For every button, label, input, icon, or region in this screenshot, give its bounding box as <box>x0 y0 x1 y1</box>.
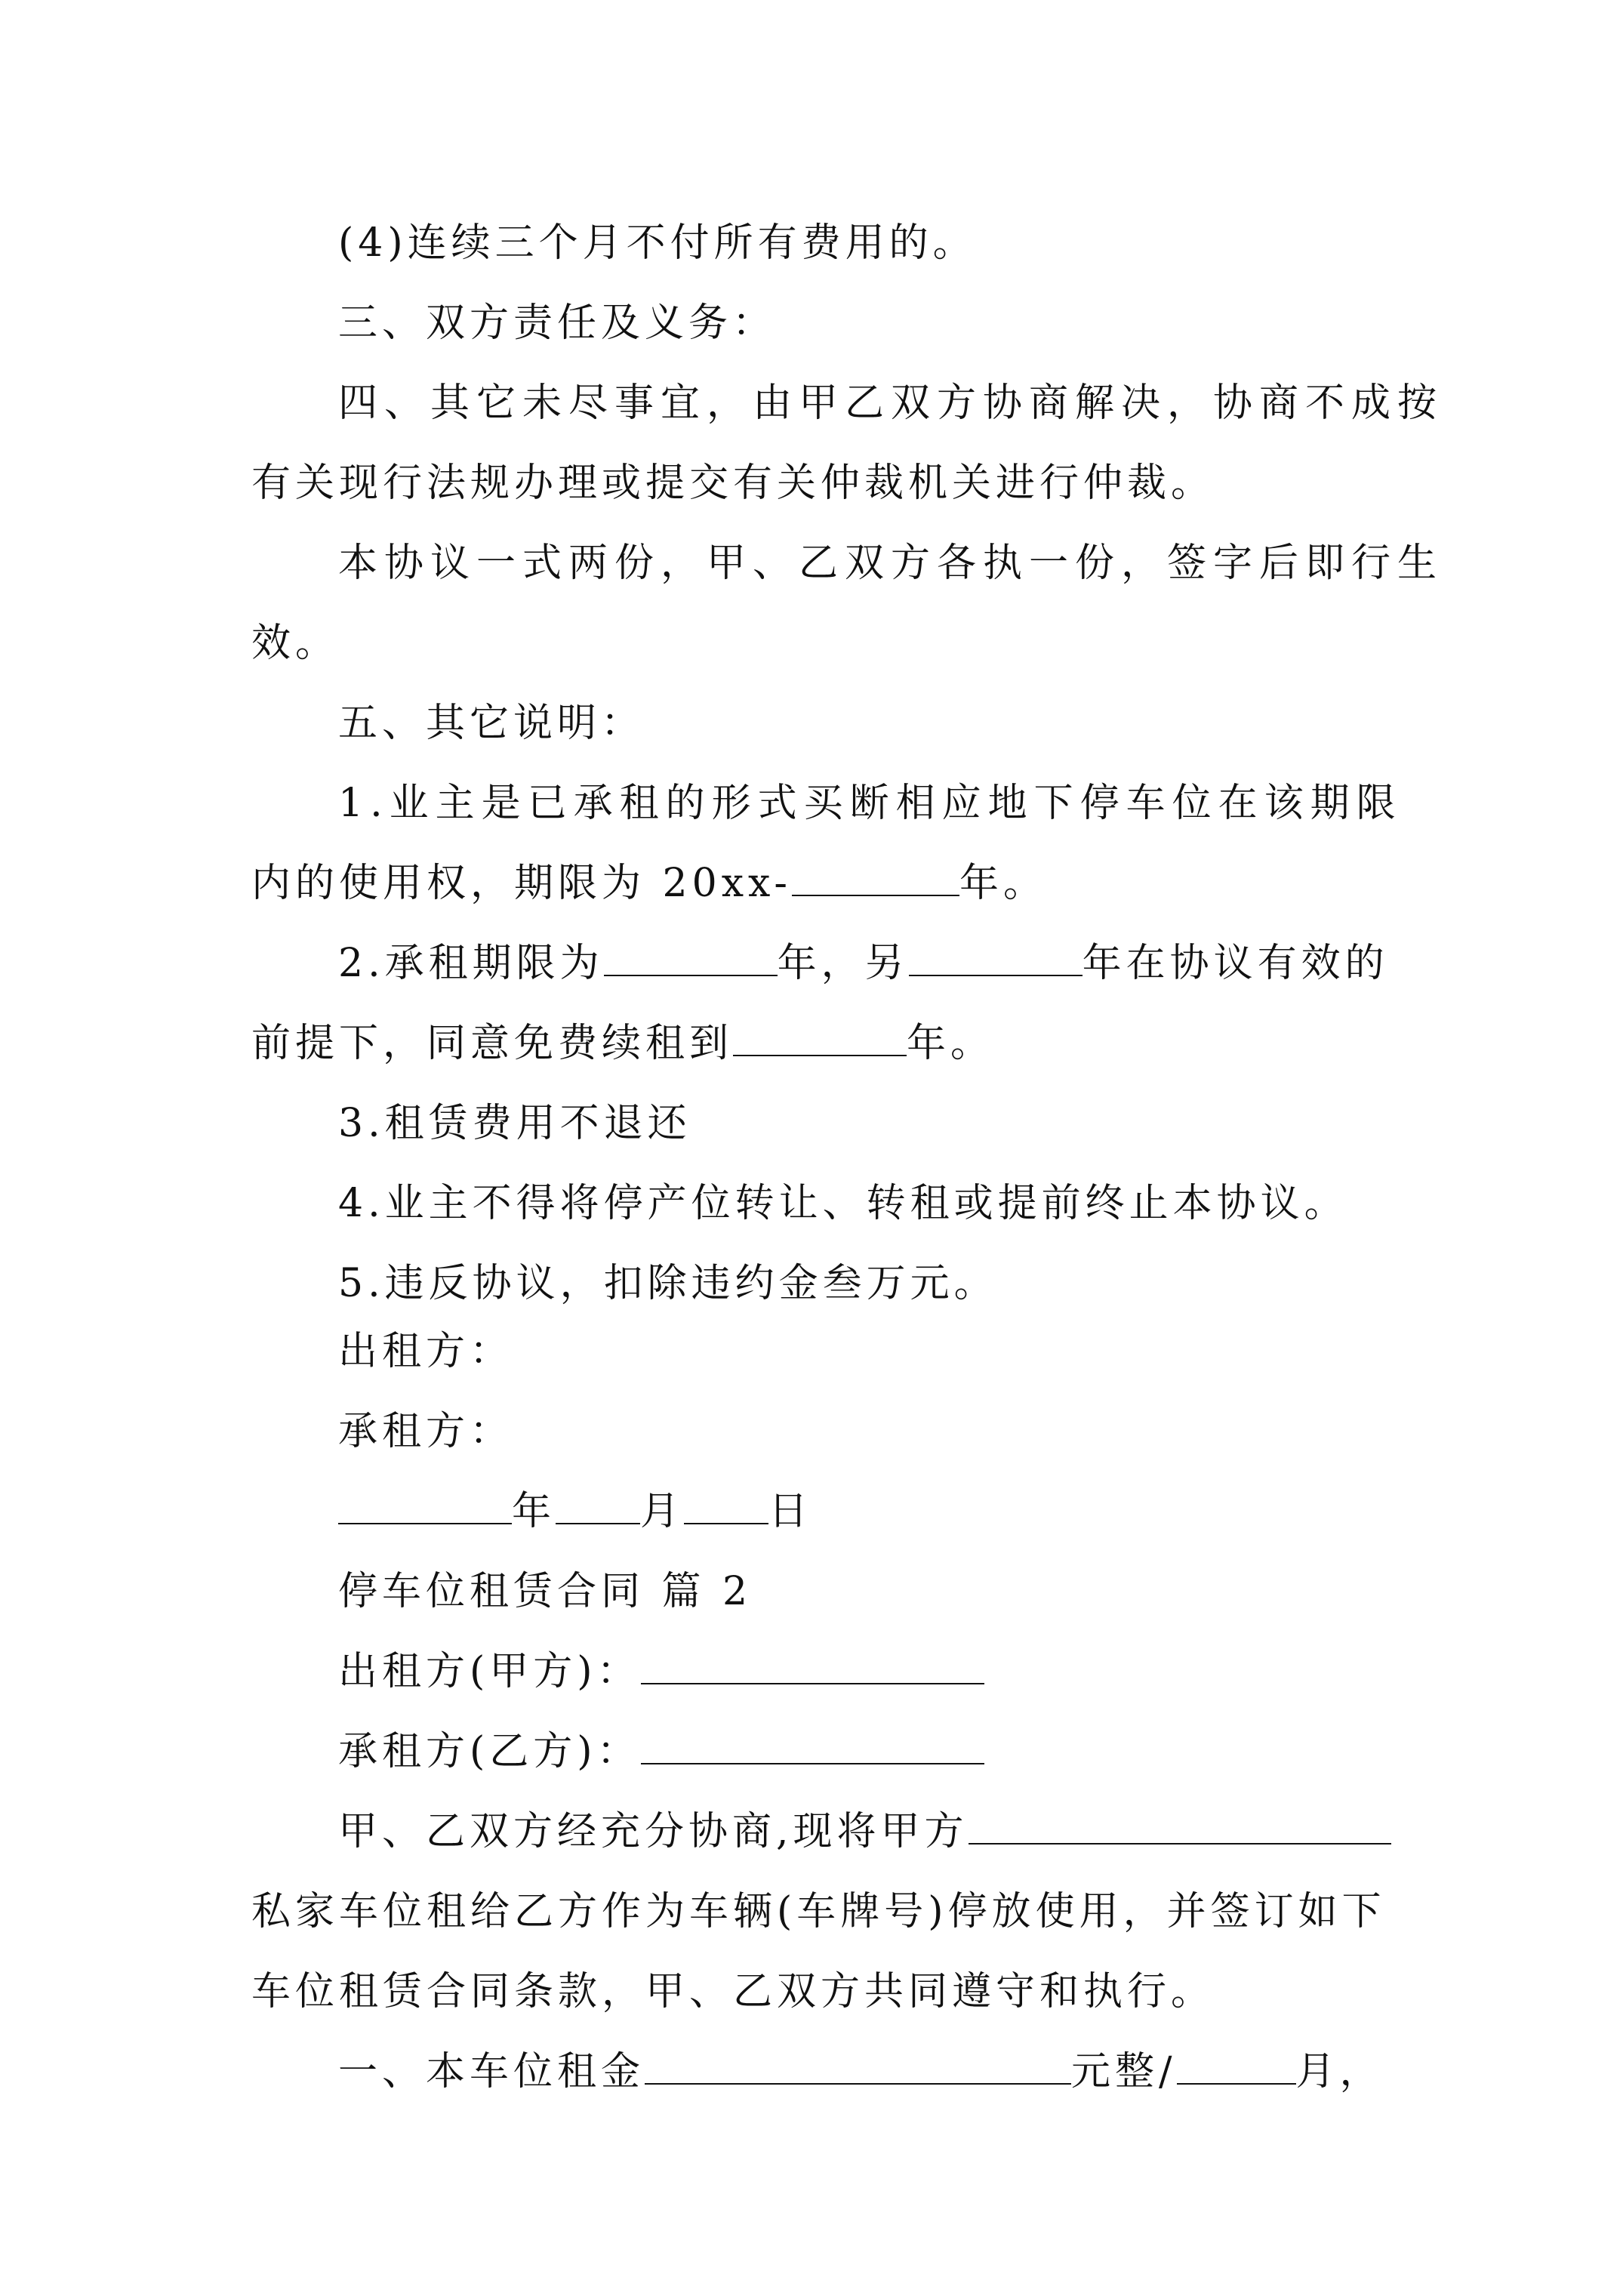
section-4-line-1: 四、其它未尽事宜，由甲乙双方协商解决，协商不成按 <box>338 381 1444 426</box>
rent-text-b: 元整/ <box>1071 2049 1177 2094</box>
note-2-text-e: 年。 <box>907 1021 995 1066</box>
day-blank <box>684 1520 768 1524</box>
note-2-text-d: 前提下，同意免费续租到 <box>251 1021 734 1066</box>
note-3: 3.租赁费用不退还 <box>338 1101 691 1146</box>
day-label: 日 <box>768 1489 813 1534</box>
note-1-text: 内的使用权，期限为 20xx- <box>251 861 793 906</box>
party-b-blank <box>641 1760 984 1764</box>
month-blank <box>556 1520 640 1524</box>
section-4-line-2: 有关现行法规办理或提交有关仲裁机关进行仲裁。 <box>251 461 1215 506</box>
note-5: 5.违反协议，扣除违约金叁万元。 <box>338 1261 998 1306</box>
lessor-signature-label: 出租方： <box>338 1329 514 1374</box>
note-2-line-1 <box>338 941 1389 986</box>
copies-line-2: 效。 <box>251 621 340 666</box>
agreement-line-2: 私家车位租给乙方作为车辆(车牌号)停放使用，并签订如下 <box>251 1889 1386 1934</box>
lessee-signature-label: 承租方： <box>338 1409 514 1454</box>
renewal-until-blank <box>733 1052 907 1056</box>
agreement-line-3: 车位租赁合同条款，甲、乙双方共同遵守和执行。 <box>251 1969 1215 2014</box>
party-b-line <box>338 1729 984 1774</box>
rent-text-c: 月， <box>1295 2049 1384 2094</box>
copies-line-1: 本协议一式两份，甲、乙双方各执一份，签字后即行生 <box>338 541 1444 586</box>
agreement-text-a: 甲、乙双方经充分协商,现将甲方 <box>338 1809 969 1854</box>
month-label: 月 <box>640 1489 685 1534</box>
section-5-heading: 五、其它说明： <box>338 701 645 746</box>
party-a-blank <box>641 1680 984 1684</box>
rent-amount-blank <box>645 2080 1071 2085</box>
note-2-text-b: 年，另 <box>777 941 909 986</box>
year-blank <box>338 1520 512 1524</box>
lease-term-blank <box>604 972 778 976</box>
party-a-line <box>338 1649 984 1694</box>
signing-date <box>338 1489 812 1534</box>
agreement-line-1 <box>338 1809 1391 1854</box>
note-2-text-a: 2.承租期限为 <box>338 941 604 986</box>
party-a-label: 出租方(甲方)： <box>338 1649 641 1694</box>
party-b-label: 承租方(乙方)： <box>338 1729 641 1774</box>
note-4: 4.业主不得将停产位转让、转租或提前终止本协议。 <box>338 1181 1348 1226</box>
rent-clause-line <box>338 2049 1384 2094</box>
parking-space-blank <box>969 1840 1391 1845</box>
section-3-heading: 三、双方责任及义务： <box>338 300 777 346</box>
extra-term-blank <box>909 972 1083 976</box>
note-1-suffix: 年。 <box>959 861 1048 906</box>
note-2-line-2 <box>251 1021 994 1066</box>
rent-text-a: 一、本车位租金 <box>338 2049 645 2094</box>
clause-4: (4)连续三个月不付所有费用的。 <box>338 220 977 266</box>
year-label: 年 <box>512 1489 556 1534</box>
note-2-text-c: 年在协议有效的 <box>1082 941 1389 986</box>
term-end-blank <box>792 892 959 896</box>
contract-2-title: 停车位租赁合同 篇 2 <box>338 1569 753 1614</box>
note-1-line-1: 1.业主是已承租的形式买断相应地下停车位在该期限 <box>338 781 1403 826</box>
rent-months-blank <box>1177 2080 1296 2085</box>
note-1-line-2 <box>251 861 1047 906</box>
